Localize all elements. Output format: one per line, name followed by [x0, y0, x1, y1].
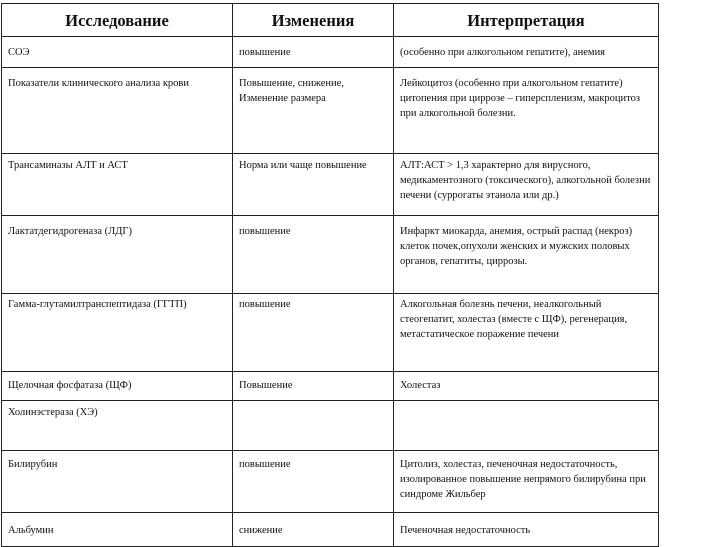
table-row [2, 154, 659, 216]
cell-test: Альбумин [2, 513, 233, 547]
header-row [2, 4, 659, 37]
cell-test: СОЭ [2, 37, 233, 68]
cell-change: повышение [233, 37, 394, 68]
cell-change: Повышение [233, 372, 394, 401]
cell-interpretation: Печеночная недостаточность [394, 513, 659, 547]
header-test: Исследование [2, 4, 233, 37]
cell-change: повышение [233, 294, 394, 372]
cell-test: Показатели клинического анализа крови [2, 68, 233, 154]
cell-change: повышение [233, 451, 394, 513]
cell-test: Гамма-глутамилтранспептидаза (ГГТП) [2, 294, 233, 372]
cell-interpretation: Инфаркт миокарда, анемия, острый распад (некроз) клеток почек,опухоли женских и мужских половых органов, гепатиты, циррозы. [394, 216, 659, 294]
header-interpretation: Интерпретация [394, 4, 659, 37]
cell-interpretation [394, 401, 659, 451]
cell-interpretation: Лейкоцитоз (особенно при алкогольном гепатите) цитопения при циррозе – гиперспленизм, макроцитоз при алкогольной болезни. [394, 68, 659, 154]
cell-change: Повышение, снижение, Изменение размера [233, 68, 394, 154]
cell-change: повышение [233, 216, 394, 294]
cell-interpretation: АЛТ:АСТ > 1,3 характерно для вирусного, медикаментозного (токсического), алкогольной болезни печени (суррогаты этанола или др.) [394, 154, 659, 216]
cell-test: Лактатдегидрогеназа (ЛДГ) [2, 216, 233, 294]
table-row [2, 401, 659, 451]
cell-interpretation: Цитолиз, холестаз, печеночная недостаточность, изолированное повышение непрямого билирубина при синдроме Жильбер [394, 451, 659, 513]
table-row [2, 372, 659, 401]
cell-test: Трансаминазы АЛТ и АСТ [2, 154, 233, 216]
cell-test: Холинэстераза (ХЭ) [2, 401, 233, 451]
cell-interpretation: Алкогольная болезнь печени, неалкогольный стеогепатит, холестаз (вместе с ЩФ), регенерация, метастатическое поражение печени [394, 294, 659, 372]
table-row [2, 294, 659, 372]
cell-change [233, 401, 394, 451]
cell-interpretation: Холестаз [394, 372, 659, 401]
cell-test: Билирубин [2, 451, 233, 513]
lab-interpretation-table [1, 3, 659, 547]
table-row [2, 216, 659, 294]
table-row [2, 37, 659, 68]
cell-change: снижение [233, 513, 394, 547]
cell-change: Норма или чаще повышение [233, 154, 394, 216]
table-row [2, 451, 659, 513]
table-row [2, 68, 659, 154]
cell-interpretation: (особенно при алкогольном гепатите), анемия [394, 37, 659, 68]
cell-test: Щелочная фосфатаза (ЩФ) [2, 372, 233, 401]
header-change: Изменения [233, 4, 394, 37]
table-row [2, 513, 659, 547]
